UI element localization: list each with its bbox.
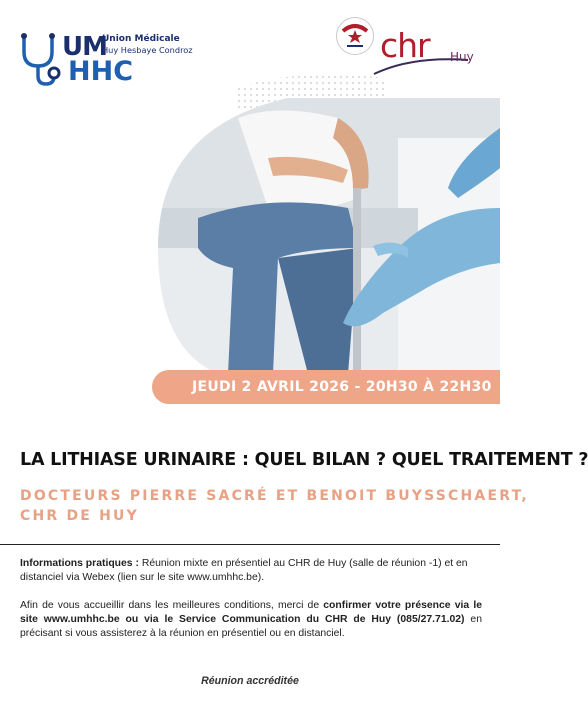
chr-logo-text: chr bbox=[380, 26, 430, 65]
umhhc-logo bbox=[18, 30, 193, 88]
practical-info-paragraph bbox=[20, 557, 482, 585]
chr-huy-logo bbox=[372, 28, 482, 78]
registration-paragraph bbox=[20, 599, 482, 641]
practical-info-section bbox=[0, 544, 500, 703]
event-speakers-line1: DOCTEURS PIERRE SACRÉ ET BENOIT BUYSSCHAERT, bbox=[20, 488, 529, 504]
stethoscope-icon bbox=[18, 32, 64, 88]
logo-subtitle: Huy Hesbaye Condroz bbox=[102, 45, 193, 55]
registration-outro: en précisant si vous assisterez à la réunion en présentiel ou en distanciel. bbox=[20, 614, 482, 639]
star-icon bbox=[337, 18, 373, 54]
event-speakers-line2: CHR DE HUY bbox=[20, 508, 139, 524]
logo-title: Union Médicale bbox=[102, 34, 180, 44]
accreditation-seal bbox=[336, 17, 374, 55]
practical-info-text: Réunion mixte en présentiel au CHR de Huy (salle de réunion -1) et en distanciel via Webex (lien sur le site www.umhhc.be). bbox=[20, 558, 468, 583]
logo-um-letters: UM bbox=[62, 32, 107, 62]
doctor-patient-photo bbox=[158, 98, 500, 374]
accreditation-note: Réunion accréditée bbox=[201, 675, 299, 687]
registration-contact: confirmer votre présence via le site www.umhhc.be ou via le Service Communication du CHR de Huy (085/27.71.02) bbox=[20, 600, 482, 625]
logo-hhc-letters: HHC bbox=[68, 56, 134, 87]
event-date-banner bbox=[152, 370, 500, 404]
event-title: LA LITHIASE URINAIRE : QUEL BILAN ? QUEL TRAITEMENT ? bbox=[20, 450, 588, 470]
event-date: JEUDI 2 AVRIL 2026 - 20H30 À 22H30 bbox=[192, 379, 492, 395]
practical-info-label: Informations pratiques : bbox=[20, 558, 139, 569]
registration-intro: Afin de vous accueillir dans les meilleures conditions, merci de bbox=[20, 600, 324, 611]
chr-logo-suffix: Huy bbox=[450, 50, 474, 64]
